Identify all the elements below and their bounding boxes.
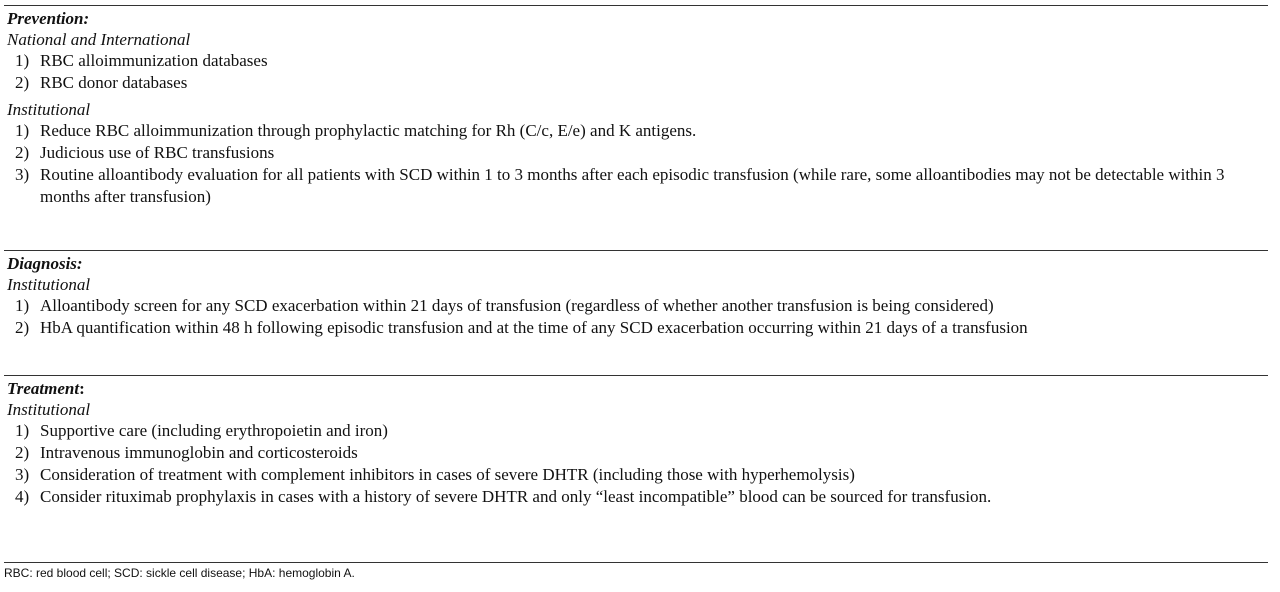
item-text: Alloantibody screen for any SCD exacerbation within 21 days of transfusion (regardless of whether another transfusion is being considered) <box>40 296 994 315</box>
item-number: 3) <box>15 465 30 484</box>
item-number: 1) <box>15 296 30 315</box>
item-text: HbA quantification within 48 h following episodic transfusion and at the time of any SCD exacerbation occurring within 21 days of a transfusion <box>40 318 1028 337</box>
prevention-institutional-heading: Institutional <box>7 100 91 119</box>
item-text: RBC donor databases <box>40 73 188 92</box>
list-item <box>7 50 1268 72</box>
item-number: 1) <box>15 51 30 70</box>
recommendations-table <box>4 5 1268 581</box>
list-item <box>7 420 1268 442</box>
list-item <box>7 317 1268 339</box>
prevention-national-heading: National and International <box>7 30 191 49</box>
prevention-title <box>7 8 1268 29</box>
item-text: Reduce RBC alloimmunization through prophylactic matching for Rh (C/c, E/e) and K antigens. <box>40 121 697 140</box>
list-item <box>7 295 1268 317</box>
treatment-title-colon: : <box>79 379 85 398</box>
item-text: Routine alloantibody evaluation for all patients with SCD within 1 to 3 months after each episodic transfusion (while rare, some alloantibodies may not be detectable within 3 months after transfusion) <box>40 165 1225 206</box>
treatment-title-text: Treatment <box>7 379 80 398</box>
item-text: RBC alloimmunization databases <box>40 51 268 70</box>
treatment-section <box>4 376 1268 562</box>
list-item <box>7 72 1268 94</box>
prevention-section <box>4 6 1268 250</box>
item-text: Judicious use of RBC transfusions <box>40 143 275 162</box>
list-item <box>7 442 1268 464</box>
item-number: 2) <box>15 73 30 92</box>
list-item <box>7 142 1268 164</box>
item-number: 3) <box>15 165 30 184</box>
item-text: Consider rituximab prophylaxis in cases with a history of severe DHTR and only “least incompatible” blood can be sourced for transfusion. <box>40 487 992 506</box>
item-number: 2) <box>15 143 30 162</box>
diagnosis-section <box>4 251 1268 375</box>
item-number: 2) <box>15 443 30 462</box>
prevention-title-colon: : <box>83 9 90 28</box>
list-item <box>7 120 1268 142</box>
treatment-title <box>7 378 1268 399</box>
item-number: 4) <box>15 487 30 506</box>
table-footnote: RBC: red blood cell; SCD: sickle cell disease; HbA: hemoglobin A. <box>4 566 355 580</box>
item-number: 1) <box>15 421 30 440</box>
diagnosis-title <box>7 253 1268 274</box>
item-number: 1) <box>15 121 30 140</box>
item-number: 2) <box>15 318 30 337</box>
list-item <box>7 486 1268 508</box>
list-item <box>7 464 1268 486</box>
item-text: Consideration of treatment with complement inhibitors in cases of severe DHTR (including those with hyperhemolysis) <box>40 465 855 484</box>
item-text: Intravenous immunoglobin and corticosteroids <box>40 443 358 462</box>
diagnosis-title-text: Diagnosis <box>7 254 77 273</box>
list-item <box>7 164 1268 208</box>
prevention-title-text: Prevention <box>7 9 84 28</box>
diagnosis-title-colon: : <box>76 254 83 273</box>
item-text: Supportive care (including erythropoietin and iron) <box>40 421 388 440</box>
diagnosis-institutional-heading: Institutional <box>7 275 91 294</box>
treatment-institutional-heading: Institutional <box>7 400 91 419</box>
